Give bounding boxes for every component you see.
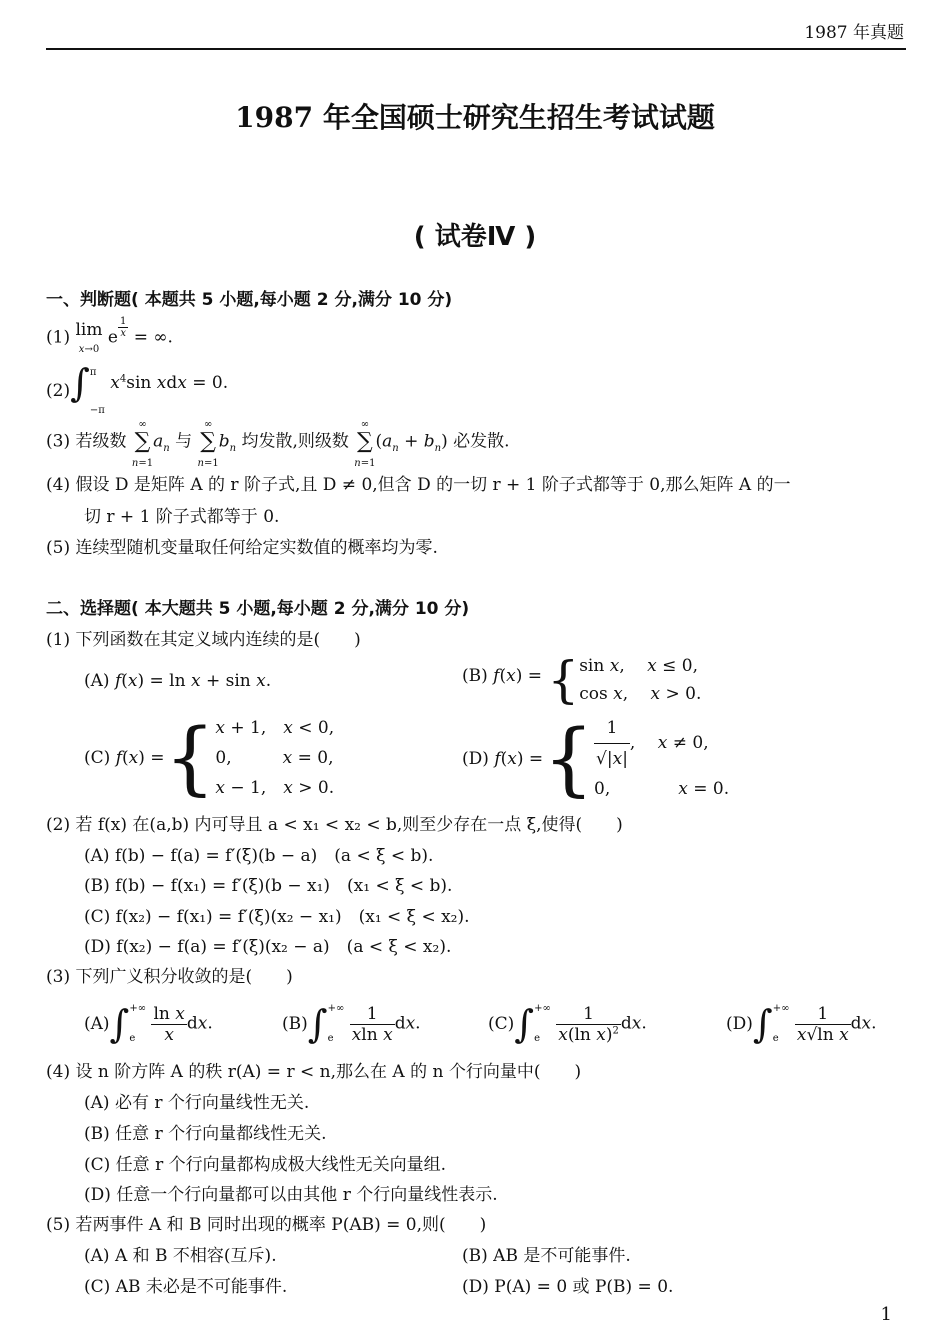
s1-q4-cont: 切 r + 1 阶子式都等于 0. (84, 507, 280, 527)
s2-q5: (5) 若两事件 A 和 B 同时出现的概率 P(AB) = 0,则( ) (46, 1215, 487, 1235)
s2-q1-option-b: (B) f(x) = {sin x, x ≤ 0, cos x, x > 0. (462, 651, 702, 709)
s2-q1-option-c: (C) f(x) ={x + 1, x < 0, 0, x = 0, x − 1, x > 0. (84, 711, 335, 804)
s2-q5-option-c: (C) AB 未必是不可能事件. (84, 1277, 288, 1297)
page-title: 1987 年全国硕士研究生招生考试试题 (235, 101, 715, 134)
section1-heading: 一、判断题( 本题共 5 小题,每小题 2 分,满分 10 分) (46, 290, 453, 310)
header-rule (46, 48, 906, 50)
s2-q3: (3) 下列广义积分收敛的是( ) (46, 967, 293, 987)
s1-q3: (3) 若级数 ∞ ∑ $n=1a_n$ 与 ∞ ∑ $n=1b_n$ 均发散,则级数 ∞ ∑ $n=1(a_n + b_n)$ 必发散. (46, 419, 510, 469)
s2-q5-option-a: (A) A 和 B 不相容(互斥). (84, 1246, 277, 1266)
s2-q2-option-a: (A) f(b) − f(a) = f′(ξ)(b − a) (a < ξ < b). (84, 846, 434, 866)
page-subtitle: ( 试卷Ⅳ ) (413, 222, 537, 252)
s1-q1: (1) lim x→0 e $^{\frac{1}{x}}$ = ∞. (46, 316, 173, 355)
s2-q3-option-b: (B)∫+∞ e $\frac{1}{\text{xln x}}$ dx. (282, 1002, 421, 1046)
s2-q3-option-d: (D)∫+∞ e $\frac{1}{\text{x√ln x}}$ dx. (726, 1002, 877, 1046)
s1-q2: (2)∫π −π $x^4\sin$ xdx = 0. (46, 361, 229, 416)
s2-q4-option-b: (B) 任意 r 个行向量都线性无关. (84, 1124, 327, 1144)
s2-q5-option-d: (D) P(A) = 0 或 P(B) = 0. (462, 1277, 674, 1297)
s2-q4-option-d: (D) 任意一个行向量都可以由其他 r 个行向量线性表示. (84, 1185, 498, 1205)
s2-q5-option-b: (B) AB 是不可能事件. (462, 1246, 631, 1266)
header-year-label: 1987 年真题 (804, 23, 904, 43)
s2-q2-option-b: (B) f(b) − f(x₁) = f′(ξ)(b − x₁) (x₁ < ξ < b). (84, 876, 453, 896)
s2-q2-option-d: (D) f(x₂) − f(a) = f′(ξ)(x₂ − a) (a < ξ < x₂). (84, 937, 452, 957)
section2-heading: 二、选择题( 本大题共 5 小题,每小题 2 分,满分 10 分) (46, 599, 470, 619)
s2-q4: (4) 设 n 阶方阵 A 的秩 r(A) = r < n,那么在 A 的 n 个行向量中( ) (46, 1062, 582, 1082)
s2-q3-option-a: (A)∫+∞ e $\frac{\text{ln x}}{x}$ dx. (84, 1002, 213, 1046)
s2-q2: (2) 若 f(x) 在(a,b) 内可导且 a < x₁ < x₂ < b,则至少存在一点 ξ,使得( ) (46, 815, 623, 835)
s2-q3-option-c: (C)∫+∞ e $\frac{1}{x(\ln x)^2}$ dx. (488, 1002, 647, 1046)
s2-q1: (1) 下列函数在其定义域内连续的是( ) (46, 630, 361, 650)
s1-q5: (5) 连续型随机变量取任何给定实数值的概率均为零. (46, 538, 438, 558)
s2-q4-option-c: (C) 任意 r 个行向量都构成极大线性无关向量组. (84, 1155, 447, 1175)
page-number: 1 (880, 1304, 892, 1325)
s2-q2-option-c: (C) f(x₂) − f(x₁) = f′(ξ)(x₂ − x₁) (x₁ < ξ < x₂). (84, 907, 470, 927)
s2-q1-option-a: (A) f(x) = ln x + sin x. (84, 671, 272, 691)
s2-q4-option-a: (A) 必有 r 个行向量线性无关. (84, 1093, 310, 1113)
s1-q4: (4) 假设 D 是矩阵 A 的 r 阶子式,且 D ≠ 0,但含 D 的一切 r + 1 阶子式都等于 0,那么矩阵 A 的一 (46, 475, 791, 495)
s2-q1-option-d: (D) f(x) ={ $\frac{1}{√|x|}$ , x ≠ 0, 0, x = 0. (462, 711, 730, 805)
